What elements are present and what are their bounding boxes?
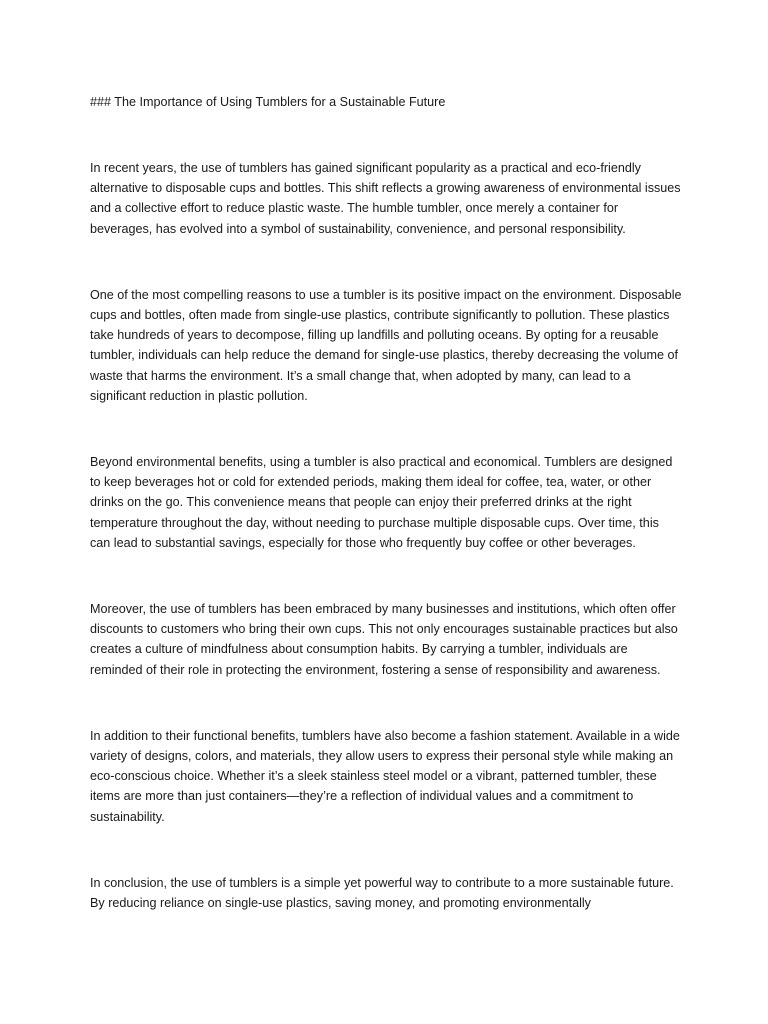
paragraph-businesses: Moreover, the use of tumblers has been embraced by many businesses and institutions, which often offer discounts to customers who bring their own cups. This not only encourages sustainable practices but also creates a culture of mindfulness about consumption habits. By carrying a tumbler, individuals are reminded of their role in protecting the environment, fostering a sense of responsibility and awareness.: [90, 602, 678, 677]
paragraph-practical: Beyond environmental benefits, using a tumbler is also practical and economical. Tumblers are designed to keep beverages hot or cold for extended periods, making them ideal for coffee, tea, water, or other drinks on the go. This convenience means that people can enjoy their preferred drinks at the right temperature throughout the day, without needing to purchase multiple disposable cups. Over time, this can lead to substantial savings, especially for those who frequently buy coffee or other beverages.: [90, 455, 673, 550]
paragraph-environment: One of the most compelling reasons to use a tumbler is its positive impact on the environment. Disposable cups and bottles, often made from single-use plastics, contribute significantly to pollution. These plastics take hundreds of years to decompose, filling up landfills and polluting oceans. By opting for a reusable tumbler, individuals can help reduce the demand for single-use plastics, thereby decreasing the volume of waste that harms the environment. It’s a small change that, when adopted by many, can lead to a significant reduction in plastic pollution.: [90, 287, 682, 403]
document-body: [90, 92, 682, 959]
paragraph-fashion: In addition to their functional benefits, tumblers have also become a fashion statement. Available in a wide variety of designs, colors, and materials, they allow users to express their personal style while making an eco-conscious choice. Whether it’s a sleek stainless steel model or a vibrant, patterned tumbler, these items are more than just containers—they’re a reflection of individual values and a commitment to sustainability.: [90, 728, 680, 824]
paragraph-conclusion: In conclusion, the use of tumblers is a simple yet powerful way to contribute to a more sustainable future. By reducing reliance on single-use plastics, saving money, and promoting environmentally: [90, 875, 674, 911]
document-heading: ### The Importance of Using Tumblers for a Sustainable Future: [90, 95, 446, 109]
paragraph-intro: In recent years, the use of tumblers has gained significant popularity as a practical and eco-friendly alternative to disposable cups and bottles. This shift reflects a growing awareness of environmental issues and a collective effort to reduce plastic waste. The humble tumbler, once merely a container for beverages, has evolved into a symbol of sustainability, convenience, and personal responsibility.: [90, 161, 681, 236]
